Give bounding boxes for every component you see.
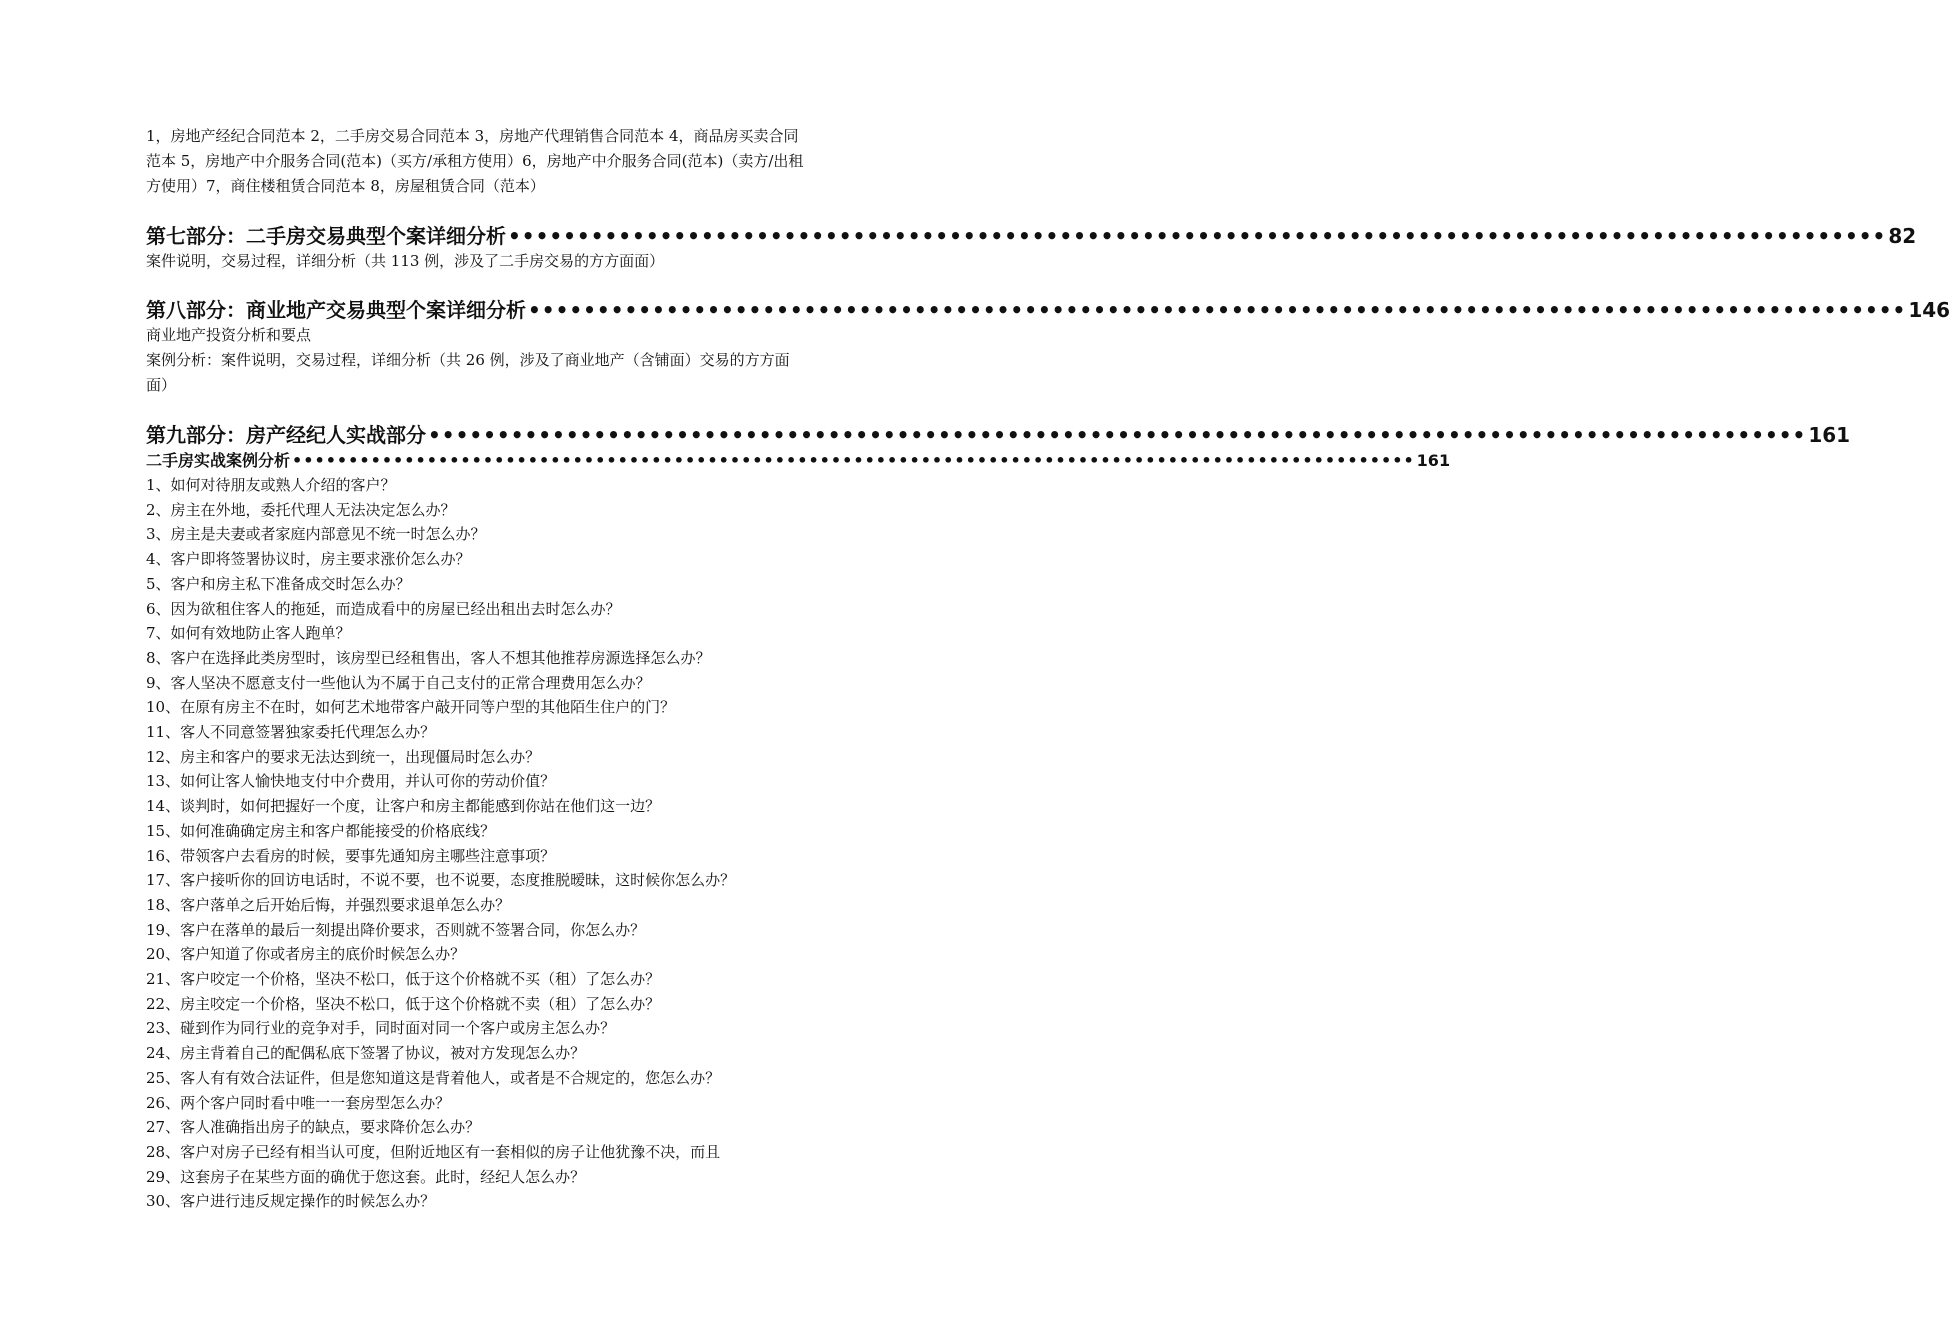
section8-title: 第八部分：商业地产交易典型个案详细分析	[146, 298, 526, 322]
leader-dots: ••••••••••••••••••••••••••••••••••••••••••••••••••••••••••••••••••••••••••••••••••••••••••••••••••••	[528, 298, 1907, 322]
section9-title: 第九部分：房产经纪人实战部分	[146, 423, 426, 447]
list-item: 29、这套房子在某些方面的确优于您这套。此时，经纪人怎么办？	[146, 1167, 586, 1186]
list-item: 21、客户咬定一个价格，坚决不松口，低于这个价格就不买（租）了怎么办？	[146, 970, 661, 989]
list-item: 23、碰到作为同行业的竞争对手，同时面对同一个客户或房主怎么办？	[146, 1019, 616, 1038]
section7-heading	[146, 223, 1917, 249]
list-item: 27、客人准确指出房子的缺点，要求降价怎么办？	[146, 1118, 481, 1137]
list-item: 1、如何对待朋友或熟人介绍的客户？	[146, 476, 396, 494]
list-item: 26、两个客户同时看中唯一一套房型怎么办？	[146, 1093, 451, 1112]
list-item: 11、客人不同意签署独家委托代理怎么办？	[146, 723, 436, 742]
list-item: 3、房主是夫妻或者家庭内部意见不统一时怎么办？	[146, 525, 486, 544]
section9-subheading	[146, 450, 1451, 472]
list-item: 2、房主在外地，委托代理人无法决定怎么办？	[146, 500, 456, 519]
list-item: 22、房主咬定一个价格，坚决不松口，低于这个价格就不卖（租）了怎么办？	[146, 994, 661, 1013]
list-item: 28、客户对房子已经有相当认可度，但附近地区有一套相似的房子让他犹豫不决，而且	[146, 1142, 721, 1161]
list-item: 10、在原有房主不在时，如何艺术地带客户敲开同等户型的其他陌生住户的门？	[146, 698, 676, 717]
section9-heading	[146, 422, 1851, 448]
list-item: 15、如何准确确定房主和客户都能接受的价格底线？	[146, 821, 496, 840]
question-list	[146, 473, 810, 1214]
section7-page-number: 82	[1888, 224, 1917, 248]
list-item: 25、客人有有效合法证件，但是您知道这是背着他人，或者是不合规定的，您怎么办？	[146, 1068, 721, 1087]
list-item: 6、因为欲租住客人的拖延，而造成看中的房屋已经出租出去时怎么办？	[146, 599, 621, 618]
list-item: 16、带领客户去看房的时候，要事先通知房主哪些注意事项？	[146, 846, 556, 865]
section7-description: 案件说明，交易过程，详细分析（共 113 例，涉及了二手房交易的方方面面）	[146, 252, 665, 270]
section7-title: 第七部分：二手房交易典型个案详细分析	[146, 224, 506, 248]
list-item: 4、客户即将签署协议时，房主要求涨价怎么办？	[146, 550, 471, 569]
section9-page-number: 161	[1808, 423, 1851, 447]
list-item: 12、房主和客户的要求无法达到统一，出现僵局时怎么办？	[146, 747, 541, 766]
section9-sub-title: 二手房实战案例分析	[146, 451, 291, 470]
leader-dots: ••••••••••••••••••••••••••••••••••••••••••••••••••••••••••••••••••••••••••••••••••••••••••••••••••••	[508, 224, 1887, 248]
list-item: 5、客户和房主私下准备成交时怎么办？	[146, 574, 411, 593]
list-item: 19、客户在落单的最后一刻提出降价要求，否则就不签署合同，你怎么办？	[146, 920, 646, 939]
list-item: 18、客户落单之后开始后悔，并强烈要求退单怎么办？	[146, 895, 511, 914]
contract-template-list: 1，房地产经纪合同范本 2，二手房交易合同范本 3，房地产代理销售合同范本 4，商品房买卖合同范本 5，房地产中介服务合同(范本)（买方/承租方使用）6，房地产中介服务合同(范本)（卖方/出租方使用）7，商住楼租赁合同范本 8，房屋租赁合同（范本）	[146, 127, 804, 195]
section8-line1: 商业地产投资分析和要点	[146, 326, 312, 344]
list-item: 13、如何让客人愉快地支付中介费用，并认可你的劳动价值？	[146, 772, 556, 791]
section9-sub-page-number: 161	[1416, 451, 1451, 470]
section8-line2: 案例分析：案件说明，交易过程，详细分析（共 26 例，涉及了商业地产（含铺面）交易的方方面面）	[146, 351, 790, 394]
leader-dots: ••••••••••••••••••••••••••••••••••••••••••••••••••••••••••••••••••••••••••••••••••••••••••••••••••••	[428, 423, 1807, 447]
list-item: 7、如何有效地防止客人跑单？	[146, 624, 351, 643]
list-item: 14、谈判时，如何把握好一个度，让客户和房主都能感到你站在他们这一边？	[146, 797, 661, 816]
list-item: 20、客户知道了你或者房主的底价时候怎么办？	[146, 945, 466, 964]
list-item: 17、客户接听你的回访电话时，不说不要，也不说要，态度推脱暧昧，这时候你怎么办？	[146, 871, 736, 890]
section8-heading	[146, 297, 1950, 323]
section8-page-number: 146	[1908, 298, 1950, 322]
list-item: 9、客人坚决不愿意支付一些他认为不属于自己支付的正常合理费用怎么办？	[146, 673, 651, 692]
leader-dots: ••••••••••••••••••••••••••••••••••••••••••••••••••••••••••••••••••••••••••••••••••••••••••••••••••••	[292, 451, 1415, 470]
list-item: 30、客户进行违反规定操作的时候怎么办？	[146, 1192, 436, 1211]
list-item: 8、客户在选择此类房型时，该房型已经租售出，客人不想其他推荐房源选择怎么办？	[146, 648, 711, 667]
list-item: 24、房主背着自己的配偶私底下签署了协议，被对方发现怎么办？	[146, 1044, 586, 1063]
